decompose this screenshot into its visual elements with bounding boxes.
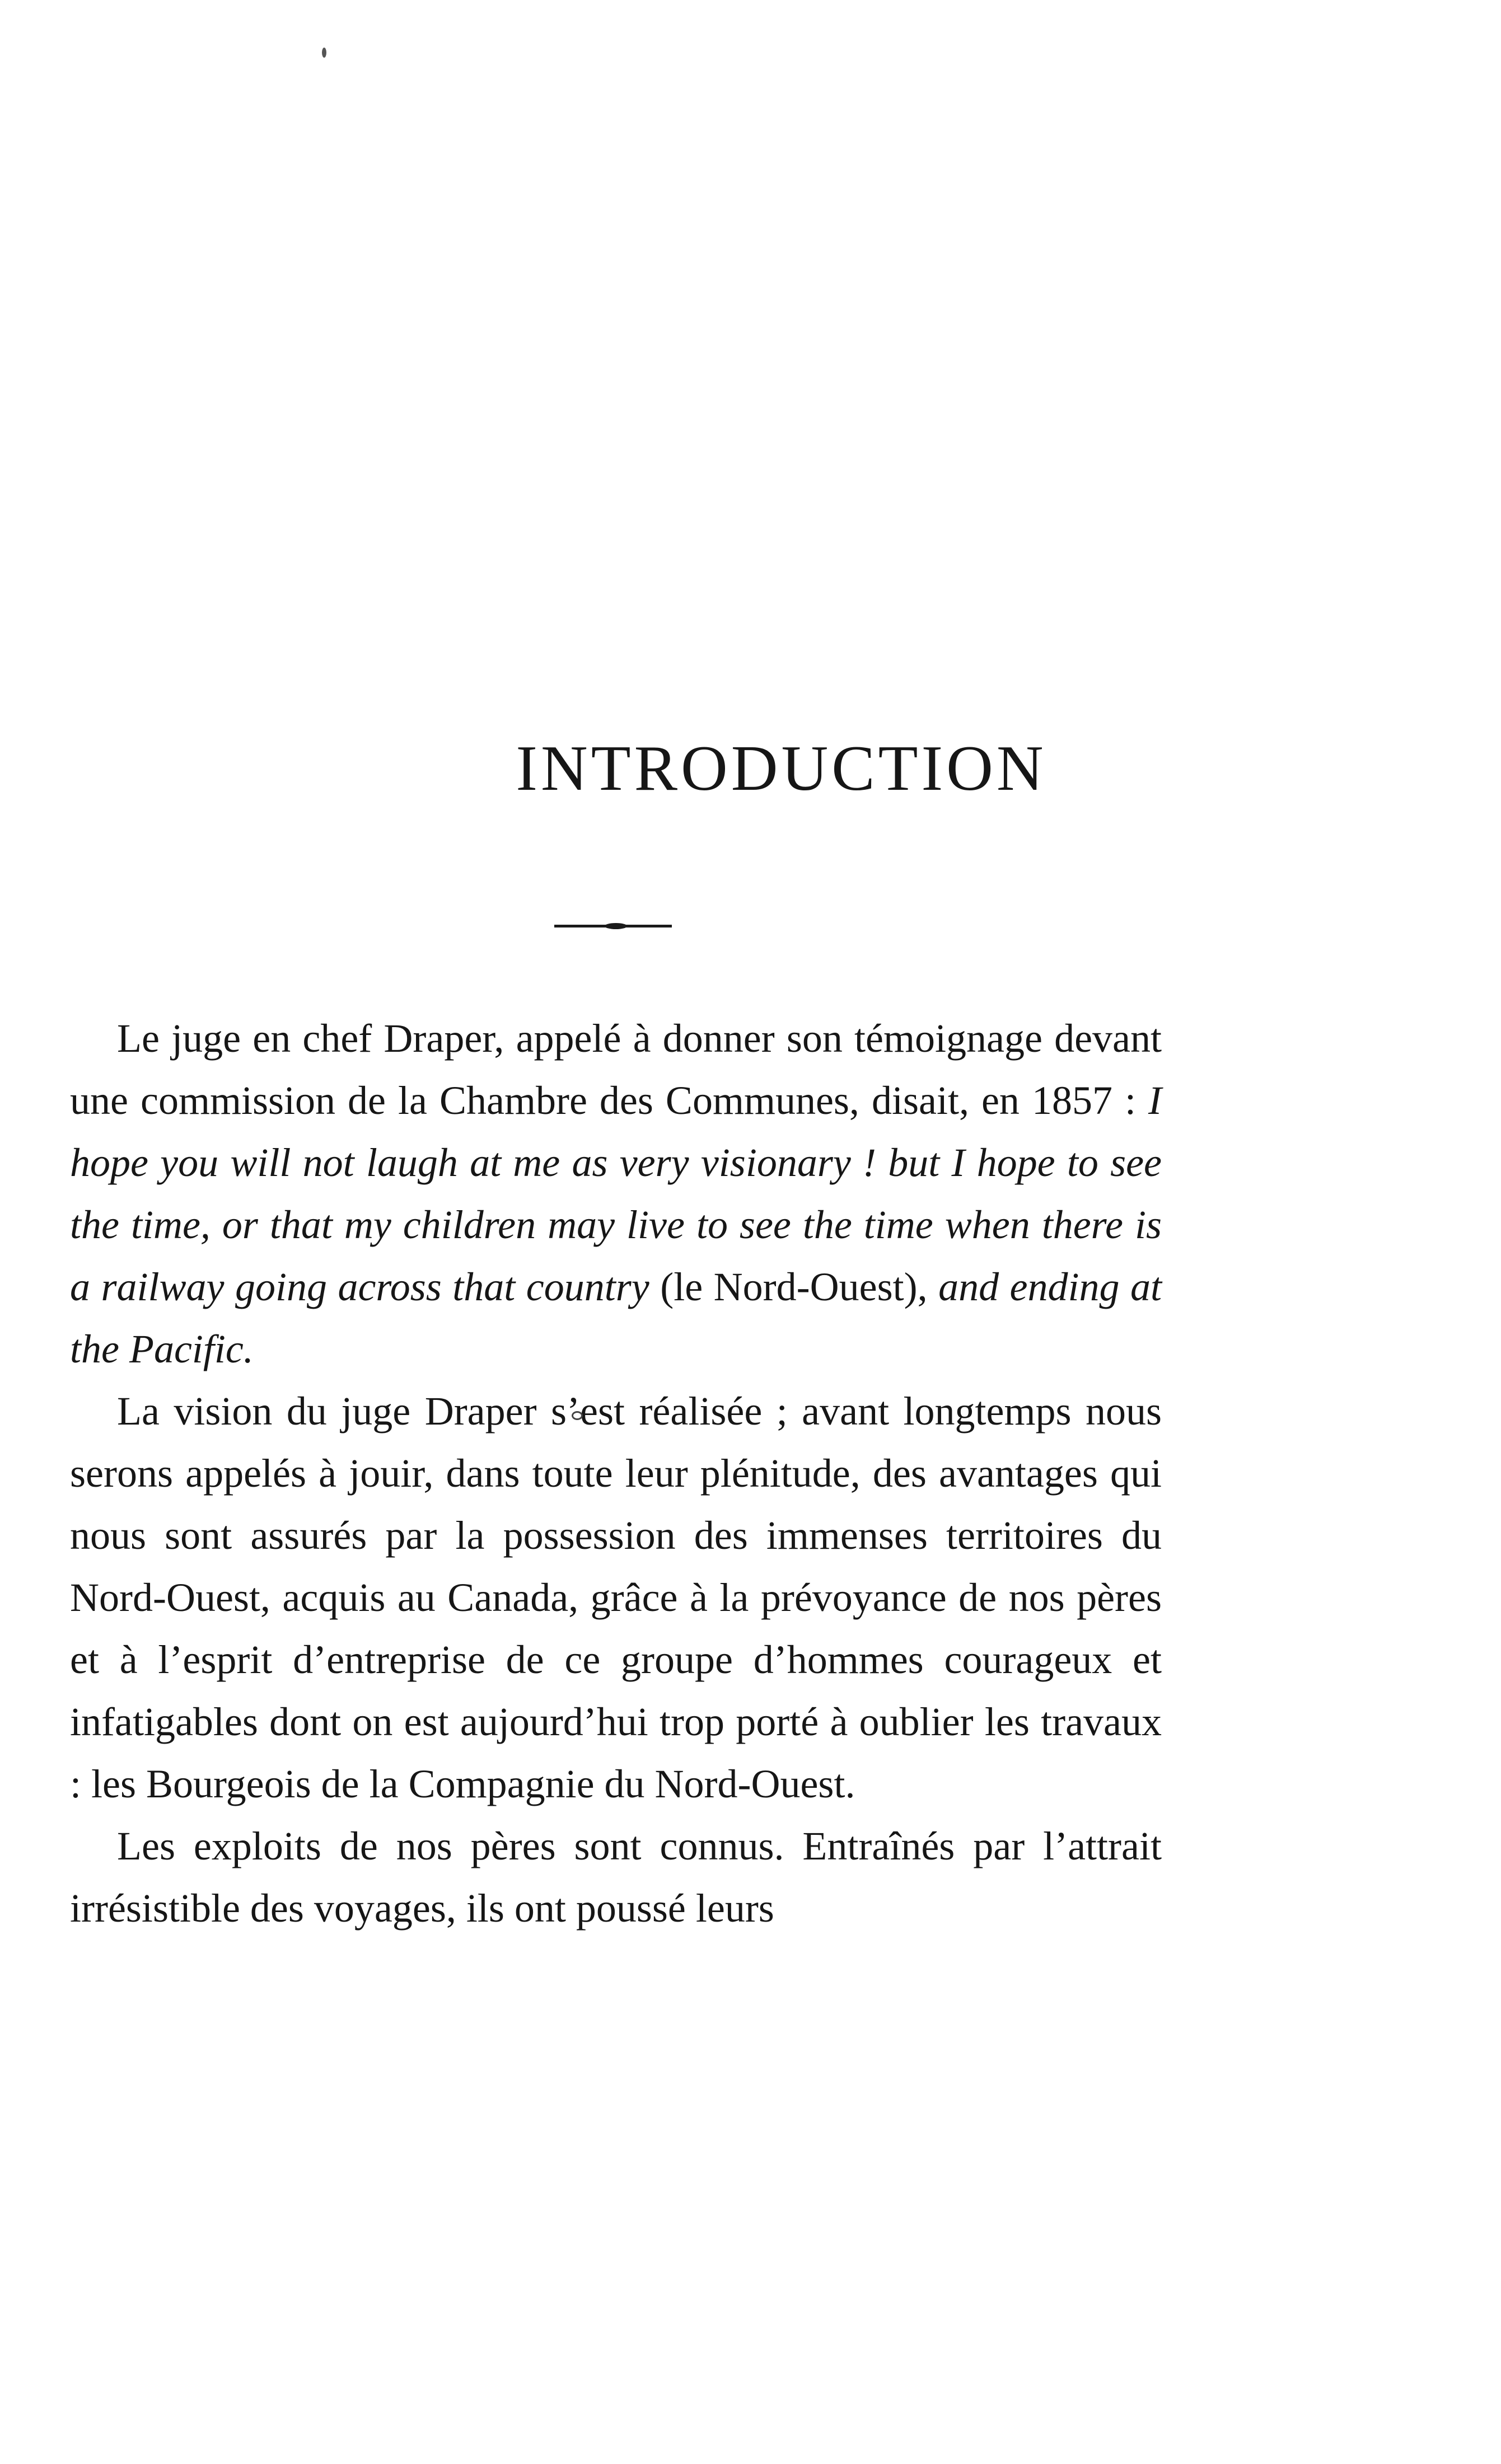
paragraph [70, 1008, 1162, 1380]
chapter-title: INTRODUCTION [516, 733, 1047, 804]
text-run: Le juge en chef Draper, appelé à donner son témoignage devant une commission de la Chambre des Communes, disait, en 1857 : [70, 1016, 1162, 1123]
text-run: (le Nord-Ouest), [649, 1264, 939, 1309]
paragraph [70, 1380, 1162, 1815]
text-run: Les exploits de nos pères sont connus. Entraînés par l’attrait irrésistible des voyages, ils ont poussé leurs [70, 1824, 1162, 1931]
quote-italic: I hope you will not laugh at me as very visionary ! but I hope to see the time, or that my children may live to see the time when there is a railway going across that country [70, 1078, 1162, 1309]
scan-speck [572, 1411, 583, 1420]
quote-italic: and ending at the Pacific. [70, 1264, 1162, 1371]
body-text [70, 1008, 1162, 1940]
title-rule-ornament [554, 925, 672, 927]
scan-speck [322, 48, 326, 58]
paragraph [70, 1815, 1162, 1940]
text-run: La vision du juge Draper s’est réalisée ; avant longtemps nous serons appelés à jouir, dans toute leur plénitude, des avantages qui nous sont assurés par la possession des immenses territoires du Nord-Ouest, acquis au Canada, grâce à la prévoyance de nos pères et à l’esprit d’entreprise de ce groupe d’hommes courageux et infatigables dont on est aujourd’hui trop porté à oublier les travaux : les Bourgeois de la Compagnie du Nord-Ouest. [70, 1389, 1162, 1806]
